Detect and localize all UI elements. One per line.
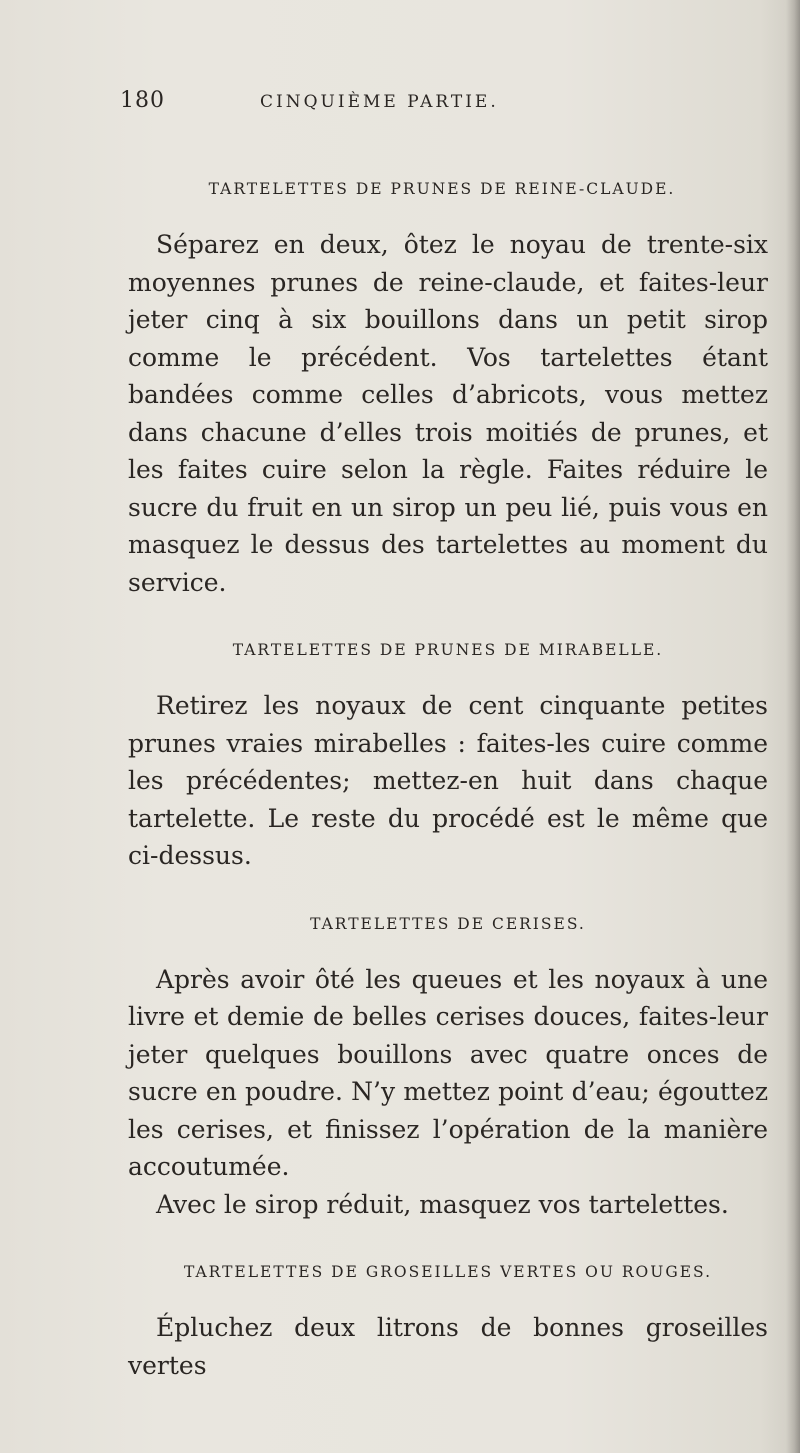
section-mirabelle [128,641,768,875]
paragraph: Avec le sirop réduit, masquez vos tartelettes. [156,1189,729,1219]
section-title: TARTELETTES DE PRUNES DE MIRABELLE. [232,641,664,659]
text-block [128,180,768,1424]
section-title: TARTELETTES DE CERISES. [310,914,586,933]
paragraph: Séparez en deux, ôtez le noyau de trente-six moyennes prunes de reine-claude, et faites-leur jeter cinq à six bouillons dans un petit sirop comme le précédent. Vos tartelettes étant bandées comme celles d’abricots, vous mettez dans chacune d’elles trois moitiés de prunes, et les faites cuire selon la règle. Faites réduire le sucre du fruit en un sirop un peu lié, puis vous en masquez le dessus des tartelettes au moment du service. [128,230,768,597]
paragraph: Retirez les noyaux de cent cinquante petites prunes vraies mirabelles : faites-les cuire comme les précédentes; mettez-en huit dans chaque tartelette. Le reste du procédé est le même que ci-dessus. [128,691,768,870]
section-title: TARTELETTES DE GROSEILLES VERTES OU ROUGES. [183,1263,713,1281]
page-number: 180 [120,88,165,113]
paragraph: Après avoir ôté les queues et les noyaux à une livre et demie de belles cerises douces, faites-leur jeter quelques bouillons avec quatre onces de sucre en poudre. N’y mettez point d’eau; égouttez les cerises, et finissez l’opération de la manière accoutumée. [128,964,768,1181]
page-edge-shadow [786,0,800,1453]
running-title: CINQUIÈME PARTIE. [260,92,499,112]
running-head [120,88,760,118]
section-groseilles [128,1263,768,1384]
section-reine-claude [128,180,768,601]
section-cerises [128,915,768,1224]
section-title: TARTELETTES DE PRUNES DE REINE-CLAUDE. [208,180,676,198]
paragraph: Épluchez deux litrons de bonnes groseilles vertes [128,1313,768,1380]
